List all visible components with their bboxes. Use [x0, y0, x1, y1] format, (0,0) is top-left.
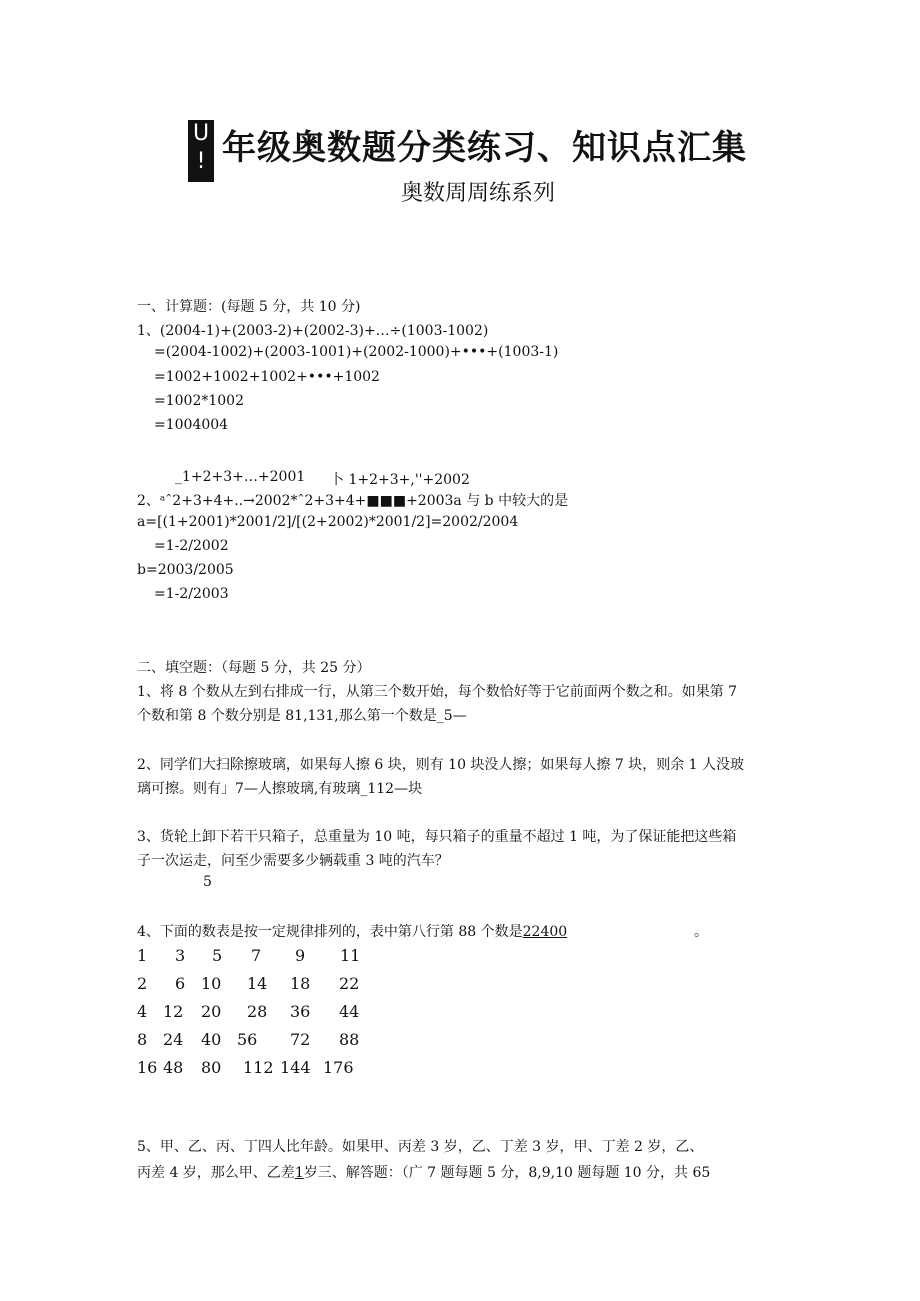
table-cell: 5 — [212, 946, 223, 965]
logo-mark — [188, 120, 214, 182]
table-cell: 12 — [163, 1002, 184, 1021]
s1-q2-b1: b=2003/2005 — [137, 562, 234, 578]
s1-q2-a1: a=[(1+2001)*2001/2]/[(2+2002)*2001/2]=2002/2004 — [137, 514, 519, 530]
table-cell: 7 — [251, 946, 262, 965]
page-title: 年级奥数题分类练习、知识点汇集 — [222, 128, 747, 168]
s1-q2: 2、ᵃˆ2+3+4+..→2002*ˆ2+3+4+■■■+2003a 与 b 中较大的是 — [137, 493, 569, 509]
s1-q1-step1: =(2004-1002)+(2003-1001)+(2002-1000)+•••+(1003-1) — [154, 344, 559, 360]
table-cell: 11 — [340, 946, 361, 965]
table-cell: 2 — [137, 974, 148, 993]
table-cell: 56 — [237, 1030, 258, 1049]
s1-q1-step3: =1002*1002 — [154, 393, 244, 409]
section1-heading: 一、计算题：(每题 5 分，共 10 分) — [137, 299, 361, 315]
table-cell: 176 — [323, 1058, 354, 1077]
s1-q2-numerator-a: _1+2+3+…+2001 — [175, 469, 306, 485]
section2-heading: 二、填空题：（每题 5 分，共 25 分） — [137, 660, 371, 676]
s2-q5-line1: 5、甲、乙、丙、丁四人比年龄。如果甲、丙差 3 岁，乙、丁差 3 岁，甲、丁差 2 岁，乙、 — [137, 1139, 704, 1155]
table-cell: 22 — [339, 974, 360, 993]
s1-q2-numerator-b: 卜 1+2+3+,''+2002 — [330, 472, 470, 488]
table-row — [137, 946, 397, 974]
table-cell: 1 — [137, 946, 148, 965]
table-cell: 112 — [243, 1058, 274, 1077]
s2-q5-prompt: 丙差 4 岁，那么甲、乙差 — [137, 1165, 295, 1181]
s2-q5-continuation: 岁三、解答题：（广 7 题每题 5 分，8,9,10 题每题 10 分，共 65 — [303, 1165, 711, 1181]
page-subtitle: 奥数周周练系列 — [400, 181, 555, 206]
s2-q4-prompt: 4、下面的数表是按一定规律排列的，表中第八行第 88 个数是 — [137, 924, 523, 940]
table-row — [137, 1058, 397, 1086]
table-cell: 16 — [137, 1058, 158, 1077]
table-cell: 20 — [201, 1002, 222, 1021]
s2-q4-answer: 22400 — [522, 924, 568, 940]
table-row — [137, 1002, 397, 1030]
table-cell: 6 — [175, 974, 186, 993]
table-cell: 80 — [201, 1058, 222, 1077]
s2-q1-line2: 个数和第 8 个数分别是 81,131,那么第一个数是_5— — [137, 708, 467, 724]
table-cell: 18 — [290, 974, 311, 993]
table-cell: 144 — [280, 1058, 311, 1077]
s2-q5-line2 — [137, 1162, 710, 1182]
logo-char-2: ! — [196, 149, 206, 174]
table-cell: 88 — [339, 1030, 360, 1049]
s2-q4-period: 。 — [694, 924, 708, 940]
table-cell: 24 — [163, 1030, 184, 1049]
table-cell: 3 — [175, 946, 186, 965]
table-cell: 9 — [295, 946, 306, 965]
table-cell: 44 — [339, 1002, 360, 1021]
s2-q4-line — [137, 921, 567, 941]
table-cell: 8 — [137, 1030, 148, 1049]
logo-char-1: U — [192, 121, 210, 146]
s1-q2-a2: =1-2/2002 — [154, 538, 229, 554]
s2-q3-line2: 子一次运走，问至少需要多少辆载重 3 吨的汽车？ — [137, 853, 449, 869]
number-table — [137, 946, 397, 1086]
s1-q1-step2: =1002+1002+1002+•••+1002 — [154, 369, 380, 385]
s2-q3-answer: 5 — [203, 874, 212, 890]
table-cell: 28 — [247, 1002, 268, 1021]
table-cell: 72 — [290, 1030, 311, 1049]
s1-q1-step4: =1004004 — [154, 417, 229, 433]
s2-q3-line1: 3、货轮上卸下若干只箱子，总重量为 10 吨，每只箱子的重量不超过 1 吨，为了保证能把这些箱 — [137, 829, 737, 845]
table-cell: 36 — [290, 1002, 311, 1021]
table-cell: 10 — [201, 974, 222, 993]
s1-q1: 1、(2004-1)+(2003-2)+(2002-3)+…÷(1003-1002) — [137, 323, 489, 339]
table-cell: 4 — [137, 1002, 148, 1021]
s2-q2-line2: 璃可擦。则有」7—人擦玻璃,有玻璃_112—块 — [137, 781, 423, 797]
table-row — [137, 974, 397, 1002]
s1-q2-b2: =1-2/2003 — [154, 586, 229, 602]
table-row — [137, 1030, 397, 1058]
table-cell: 40 — [201, 1030, 222, 1049]
table-cell: 14 — [247, 974, 268, 993]
s2-q2-line1: 2、同学们大扫除擦玻璃，如果每人擦 6 块，则有 10 块没人擦；如果每人擦 7 块，则余 1 人没玻 — [137, 757, 745, 773]
table-cell: 48 — [163, 1058, 184, 1077]
s2-q1-line1: 1、将 8 个数从左到右排成一行，从第三个数开始，每个数恰好等于它前面两个数之和。如果第 7 — [137, 684, 738, 700]
s2-q5-answer: 1 — [294, 1165, 304, 1181]
